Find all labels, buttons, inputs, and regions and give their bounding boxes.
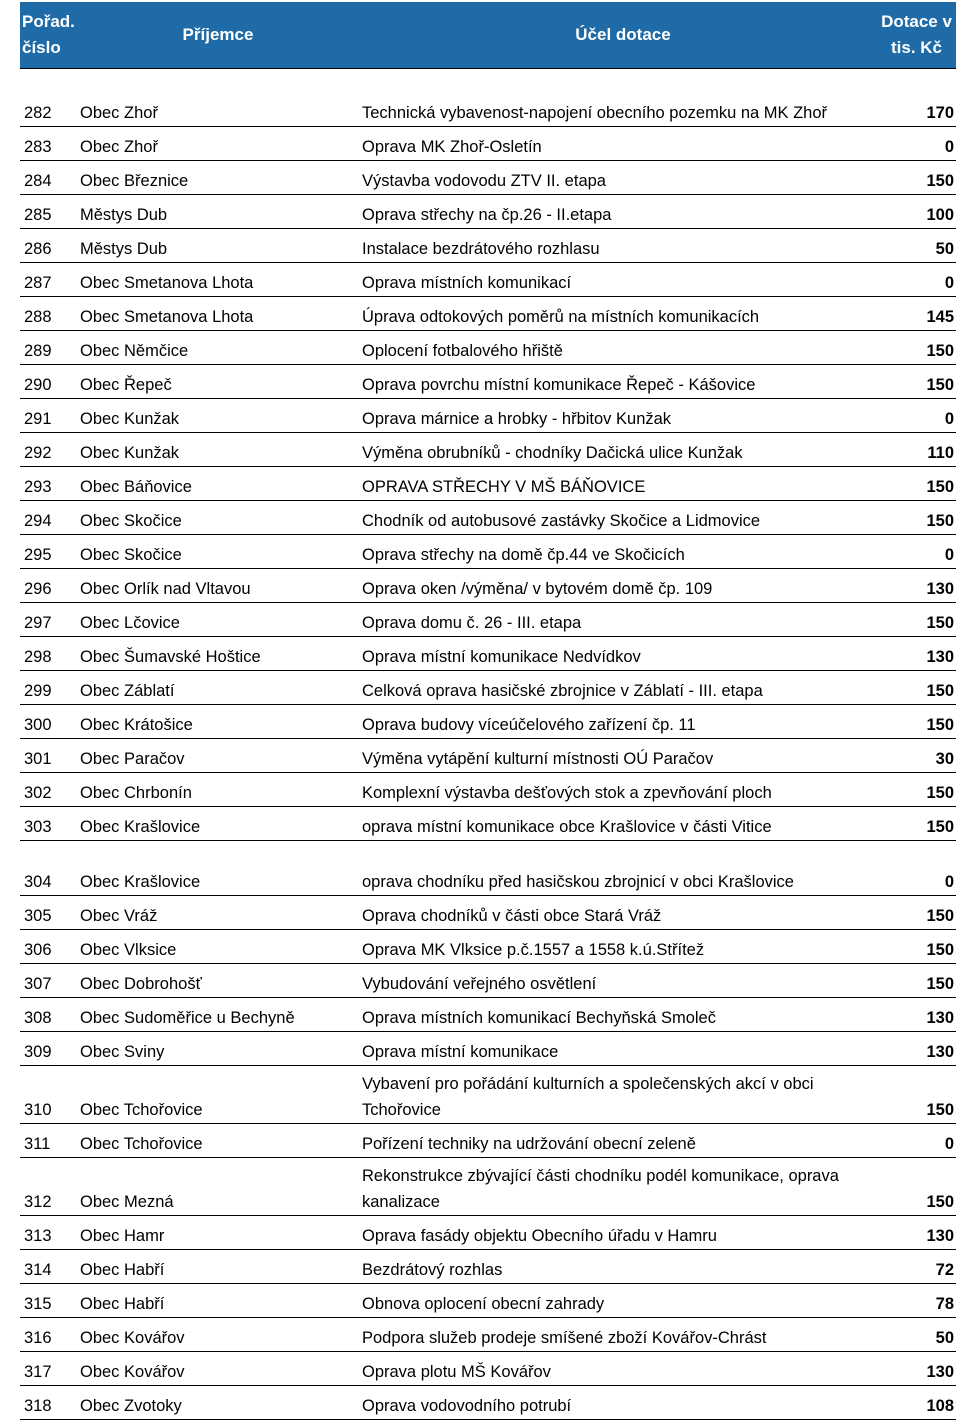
- row-recipient: Obec Báňovice: [77, 467, 359, 501]
- table-row: [20, 127, 956, 161]
- row-number: 315: [20, 1284, 77, 1318]
- header-number: Pořad. číslo: [20, 2, 77, 69]
- row-amount: 0: [877, 1124, 956, 1158]
- row-amount: 72: [877, 1250, 956, 1284]
- table-row: [20, 1216, 956, 1250]
- row-recipient: Obec Němčice: [77, 331, 359, 365]
- table-row: [20, 1250, 956, 1284]
- row-purpose: Oprava budovy víceúčelového zařízení čp. 11: [359, 705, 877, 739]
- row-purpose: Oprava MK Vlksice p.č.1557 a 1558 k.ú.Střítež: [359, 930, 877, 964]
- table-row: [20, 964, 956, 998]
- row-number: 312: [20, 1158, 77, 1216]
- row-purpose: Technická vybavenost-napojení obecního pozemku na MK Zhoř: [359, 69, 877, 127]
- row-recipient: Obec Březnice: [77, 161, 359, 195]
- row-amount: 150: [877, 807, 956, 841]
- row-number: 287: [20, 263, 77, 297]
- row-recipient: Obec Vráž: [77, 896, 359, 930]
- row-purpose: Komplexní výstavba dešťových stok a zpevňování ploch: [359, 773, 877, 807]
- row-purpose: Výměna obrubníků - chodníky Dačická ulice Kunžak: [359, 433, 877, 467]
- row-number: 316: [20, 1318, 77, 1352]
- row-number: 283: [20, 127, 77, 161]
- row-recipient: Obec Paračov: [77, 739, 359, 773]
- grants-table: [20, 2, 956, 1420]
- row-recipient: Obec Krátošice: [77, 705, 359, 739]
- row-purpose: Výměna vytápění kulturní místnosti OÚ Paračov: [359, 739, 877, 773]
- row-amount: 150: [877, 705, 956, 739]
- header-purpose: Účel dotace: [359, 2, 877, 69]
- row-amount: 130: [877, 998, 956, 1032]
- row-recipient: Obec Zhoř: [77, 69, 359, 127]
- row-amount: 0: [877, 263, 956, 297]
- row-purpose: Podpora služeb prodeje smíšené zboží Kovářov-Chrást: [359, 1318, 877, 1352]
- table-row: [20, 1352, 956, 1386]
- row-amount: 150: [877, 501, 956, 535]
- row-purpose: Oprava plotu MŠ Kovářov: [359, 1352, 877, 1386]
- row-number: 291: [20, 399, 77, 433]
- row-number: 309: [20, 1032, 77, 1066]
- row-recipient: Obec Skočice: [77, 501, 359, 535]
- row-recipient: Obec Krašlovice: [77, 807, 359, 841]
- row-recipient: Obec Záblatí: [77, 671, 359, 705]
- table-row: [20, 705, 956, 739]
- row-recipient: Obec Chrbonín: [77, 773, 359, 807]
- row-purpose: Rekonstrukce zbývající části chodníku podél komunikace, oprava kanalizace: [359, 1158, 877, 1216]
- row-purpose: Oprava střechy na domě čp.44 ve Skočicích: [359, 535, 877, 569]
- table-row: [20, 773, 956, 807]
- row-number: 293: [20, 467, 77, 501]
- row-recipient: Obec Habří: [77, 1250, 359, 1284]
- row-number: 300: [20, 705, 77, 739]
- row-recipient: Obec Řepeč: [77, 365, 359, 399]
- table-row: [20, 1158, 956, 1216]
- row-recipient: Obec Smetanova Lhota: [77, 297, 359, 331]
- row-recipient: Obec Tchořovice: [77, 1066, 359, 1124]
- row-recipient: Obec Skočice: [77, 535, 359, 569]
- row-purpose: oprava chodníku před hasičskou zbrojnicí v obci Krašlovice: [359, 841, 877, 896]
- header-row: [20, 2, 956, 69]
- table-row: [20, 1066, 956, 1124]
- row-recipient: Městys Dub: [77, 195, 359, 229]
- row-number: 299: [20, 671, 77, 705]
- row-recipient: Obec Tchořovice: [77, 1124, 359, 1158]
- row-recipient: Obec Zvotoky: [77, 1386, 359, 1420]
- row-amount: 150: [877, 467, 956, 501]
- table-row: [20, 195, 956, 229]
- row-purpose: Oprava místní komunikace: [359, 1032, 877, 1066]
- row-recipient: Obec Šumavské Hoštice: [77, 637, 359, 671]
- row-number: 310: [20, 1066, 77, 1124]
- row-amount: 108: [877, 1386, 956, 1420]
- row-amount: 100: [877, 195, 956, 229]
- row-amount: 150: [877, 331, 956, 365]
- row-number: 305: [20, 896, 77, 930]
- row-amount: 150: [877, 964, 956, 998]
- table-row: [20, 739, 956, 773]
- row-amount: 150: [877, 365, 956, 399]
- row-number: 311: [20, 1124, 77, 1158]
- table-row: [20, 896, 956, 930]
- table-row: [20, 569, 956, 603]
- row-recipient: Obec Sviny: [77, 1032, 359, 1066]
- row-number: 306: [20, 930, 77, 964]
- row-purpose: Vybavení pro pořádání kulturních a společenských akcí v obci Tchořovice: [359, 1066, 877, 1124]
- row-number: 301: [20, 739, 77, 773]
- row-number: 289: [20, 331, 77, 365]
- row-amount: 130: [877, 1032, 956, 1066]
- row-purpose: Oplocení fotbalového hřiště: [359, 331, 877, 365]
- row-number: 295: [20, 535, 77, 569]
- row-purpose: Obnova oplocení obecní zahrady: [359, 1284, 877, 1318]
- row-purpose: Bezdrátový rozhlas: [359, 1250, 877, 1284]
- row-purpose: Celková oprava hasičské zbrojnice v Záblatí - III. etapa: [359, 671, 877, 705]
- row-number: 314: [20, 1250, 77, 1284]
- table-row: [20, 841, 956, 896]
- row-amount: 150: [877, 1066, 956, 1124]
- row-number: 318: [20, 1386, 77, 1420]
- row-amount: 170: [877, 69, 956, 127]
- table-row: [20, 399, 956, 433]
- row-purpose: Oprava chodníků v části obce Stará Vráž: [359, 896, 877, 930]
- row-recipient: Obec Kovářov: [77, 1318, 359, 1352]
- row-recipient: Obec Hamr: [77, 1216, 359, 1250]
- row-amount: 0: [877, 535, 956, 569]
- table-row: [20, 433, 956, 467]
- row-purpose: Vybudování veřejného osvětlení: [359, 964, 877, 998]
- row-number: 304: [20, 841, 77, 896]
- table-row: [20, 297, 956, 331]
- table-row: [20, 1032, 956, 1066]
- row-amount: 130: [877, 1216, 956, 1250]
- table-row: [20, 69, 956, 127]
- row-amount: 130: [877, 1352, 956, 1386]
- row-amount: 110: [877, 433, 956, 467]
- row-amount: 0: [877, 127, 956, 161]
- row-recipient: Obec Kunžak: [77, 399, 359, 433]
- row-purpose: Oprava povrchu místní komunikace Řepeč - Kášovice: [359, 365, 877, 399]
- header-amount: Dotace v tis. Kč: [877, 2, 956, 69]
- table-row: [20, 998, 956, 1032]
- row-amount: 50: [877, 229, 956, 263]
- row-purpose: Oprava střechy na čp.26 - II.etapa: [359, 195, 877, 229]
- row-number: 292: [20, 433, 77, 467]
- table-row: [20, 671, 956, 705]
- header-recipient: Příjemce: [77, 2, 359, 69]
- row-amount: 150: [877, 1158, 956, 1216]
- row-amount: 145: [877, 297, 956, 331]
- row-number: 290: [20, 365, 77, 399]
- row-number: 284: [20, 161, 77, 195]
- row-amount: 30: [877, 739, 956, 773]
- row-purpose: Oprava márnice a hrobky - hřbitov Kunžak: [359, 399, 877, 433]
- row-recipient: Městys Dub: [77, 229, 359, 263]
- row-purpose: Úprava odtokových poměrů na místních komunikacích: [359, 297, 877, 331]
- table-row: [20, 1386, 956, 1420]
- row-purpose: Oprava místních komunikací Bechyňská Smoleč: [359, 998, 877, 1032]
- table-row: [20, 1284, 956, 1318]
- row-amount: 50: [877, 1318, 956, 1352]
- row-amount: 78: [877, 1284, 956, 1318]
- row-number: 282: [20, 69, 77, 127]
- table-row: [20, 229, 956, 263]
- row-number: 313: [20, 1216, 77, 1250]
- row-purpose: OPRAVA STŘECHY V MŠ BÁŇOVICE: [359, 467, 877, 501]
- table-row: [20, 603, 956, 637]
- row-purpose: Instalace bezdrátového rozhlasu: [359, 229, 877, 263]
- row-recipient: Obec Mezná: [77, 1158, 359, 1216]
- row-amount: 150: [877, 161, 956, 195]
- row-purpose: Oprava místní komunikace Nedvídkov: [359, 637, 877, 671]
- row-number: 294: [20, 501, 77, 535]
- row-recipient: Obec Smetanova Lhota: [77, 263, 359, 297]
- row-purpose: Oprava místních komunikací: [359, 263, 877, 297]
- row-number: 307: [20, 964, 77, 998]
- row-recipient: Obec Habří: [77, 1284, 359, 1318]
- table-body: [20, 69, 956, 1420]
- table-row: [20, 467, 956, 501]
- row-amount: 150: [877, 603, 956, 637]
- row-purpose: Oprava MK Zhoř-Osletín: [359, 127, 877, 161]
- row-purpose: Výstavba vodovodu ZTV II. etapa: [359, 161, 877, 195]
- row-number: 297: [20, 603, 77, 637]
- row-recipient: Obec Lčovice: [77, 603, 359, 637]
- row-number: 303: [20, 807, 77, 841]
- row-purpose: Oprava vodovodního potrubí: [359, 1386, 877, 1420]
- row-amount: 150: [877, 671, 956, 705]
- table-row: [20, 637, 956, 671]
- table-row: [20, 930, 956, 964]
- row-recipient: Obec Kovářov: [77, 1352, 359, 1386]
- row-number: 317: [20, 1352, 77, 1386]
- row-number: 286: [20, 229, 77, 263]
- table-row: [20, 263, 956, 297]
- row-recipient: Obec Zhoř: [77, 127, 359, 161]
- table-row: [20, 161, 956, 195]
- table-row: [20, 501, 956, 535]
- table-row: [20, 1124, 956, 1158]
- row-purpose: Oprava oken /výměna/ v bytovém domě čp. 109: [359, 569, 877, 603]
- row-recipient: Obec Sudoměřice u Bechyně: [77, 998, 359, 1032]
- row-amount: 150: [877, 896, 956, 930]
- row-purpose: Oprava domu č. 26 - III. etapa: [359, 603, 877, 637]
- row-purpose: Chodník od autobusové zastávky Skočice a Lidmovice: [359, 501, 877, 535]
- table-header: [20, 2, 956, 69]
- row-number: 308: [20, 998, 77, 1032]
- table-row: [20, 365, 956, 399]
- row-amount: 0: [877, 841, 956, 896]
- row-amount: 130: [877, 637, 956, 671]
- row-purpose: Pořízení techniky na udržování obecní zeleně: [359, 1124, 877, 1158]
- row-number: 285: [20, 195, 77, 229]
- row-purpose: oprava místní komunikace obce Krašlovice v části Vitice: [359, 807, 877, 841]
- row-recipient: Obec Krašlovice: [77, 841, 359, 896]
- row-recipient: Obec Dobrohošť: [77, 964, 359, 998]
- row-number: 296: [20, 569, 77, 603]
- row-amount: 0: [877, 399, 956, 433]
- row-number: 298: [20, 637, 77, 671]
- row-recipient: Obec Vlksice: [77, 930, 359, 964]
- row-amount: 150: [877, 930, 956, 964]
- row-number: 288: [20, 297, 77, 331]
- table-row: [20, 807, 956, 841]
- row-number: 302: [20, 773, 77, 807]
- row-recipient: Obec Orlík nad Vltavou: [77, 569, 359, 603]
- row-purpose: Oprava fasády objektu Obecního úřadu v Hamru: [359, 1216, 877, 1250]
- row-amount: 130: [877, 569, 956, 603]
- row-recipient: Obec Kunžak: [77, 433, 359, 467]
- table-row: [20, 331, 956, 365]
- table-row: [20, 1318, 956, 1352]
- table-row: [20, 535, 956, 569]
- row-amount: 150: [877, 773, 956, 807]
